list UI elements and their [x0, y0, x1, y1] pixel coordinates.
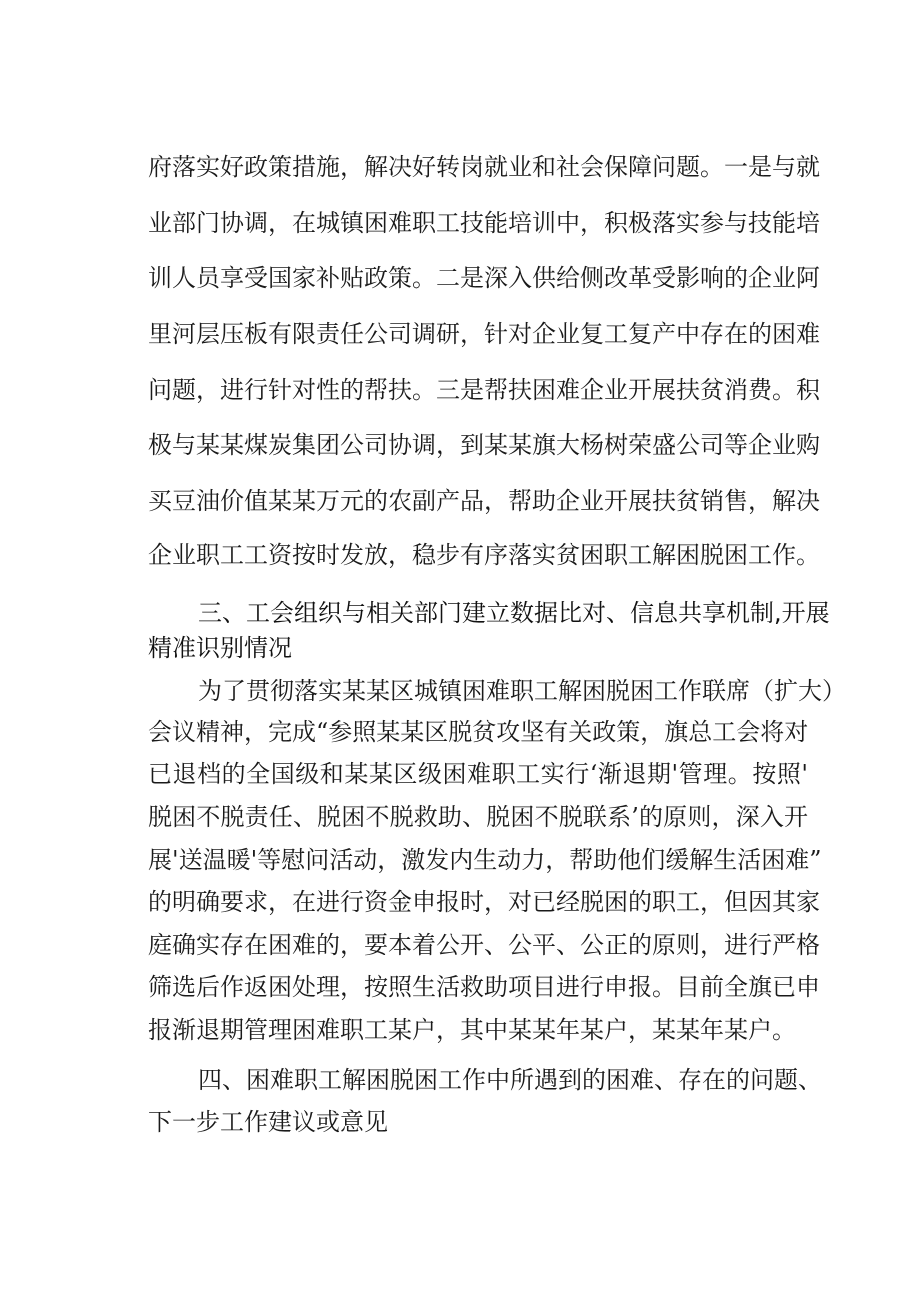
paragraph-line: 庭确实存在困难的，要本着公开、公平、公正的原则，进行严格	[148, 931, 820, 959]
paragraph-line: 业部门协调，在城镇困难职工技能培训中，积极落实参与技能培	[148, 209, 820, 237]
section-heading-3-continuation: 精准识别情况	[148, 634, 292, 662]
paragraph-line: 府落实好政策措施，解决好转岗就业和社会保障问题。一是与就	[148, 153, 820, 181]
section-heading-4: 四、困难职工解困脱困工作中所遇到的困难、存在的问题、	[198, 1066, 822, 1094]
paragraph-line: 为了贯彻落实某某区城镇困难职工解困脱困工作联席（扩大）	[198, 677, 846, 705]
paragraph-line: 的明确要求，在进行资金申报时，对已经脱困的职工，但因其家	[148, 888, 820, 916]
paragraph-line: 里河层压板有限责任公司调研，针对企业复工复产中存在的困难	[148, 320, 820, 348]
section-heading-4-continuation: 下一步工作建议或意见	[148, 1108, 388, 1136]
section-heading-3: 三、工会组织与相关部门建立数据比对、信息共享机制,开展	[198, 599, 830, 627]
paragraph-line: 训人员享受国家补贴政策。二是深入供给侧改革受影响的企业阿	[148, 264, 820, 292]
paragraph-line: 买豆油价值某某万元的农副产品，帮助企业开展扶贫销售，解决	[148, 487, 820, 515]
paragraph-line: 极与某某煤炭集团公司协调，到某某旗大杨树荣盛公司等企业购	[148, 431, 820, 459]
paragraph-line: 已退档的全国级和某某区级困难职工实行‘渐退期'管理。按照'	[148, 760, 808, 788]
paragraph-line: 问题，进行针对性的帮扶。三是帮扶困难企业开展扶贫消费。积	[148, 376, 820, 404]
paragraph-line: 会议精神，完成“参照某某区脱贫攻坚有关政策，旗总工会将对	[148, 718, 809, 746]
paragraph-line: 报渐退期管理困难职工某户，其中某某年某户，某某年某户。	[148, 1016, 796, 1044]
paragraph-line: 脱困不脱责任、脱困不脱救助、脱困不脱联系’的原则，深入开	[148, 803, 808, 831]
paragraph-line: 筛选后作返困处理，按照生活救助项目进行申报。目前全旗已申	[148, 973, 820, 1001]
paragraph-line: 企业职工工资按时发放，稳步有序落实贫困职工解困脱困工作。	[148, 541, 820, 569]
paragraph-line: 展'送温暖'等慰问活动，激发内生动力，帮助他们缓解生活困难”	[148, 846, 822, 874]
